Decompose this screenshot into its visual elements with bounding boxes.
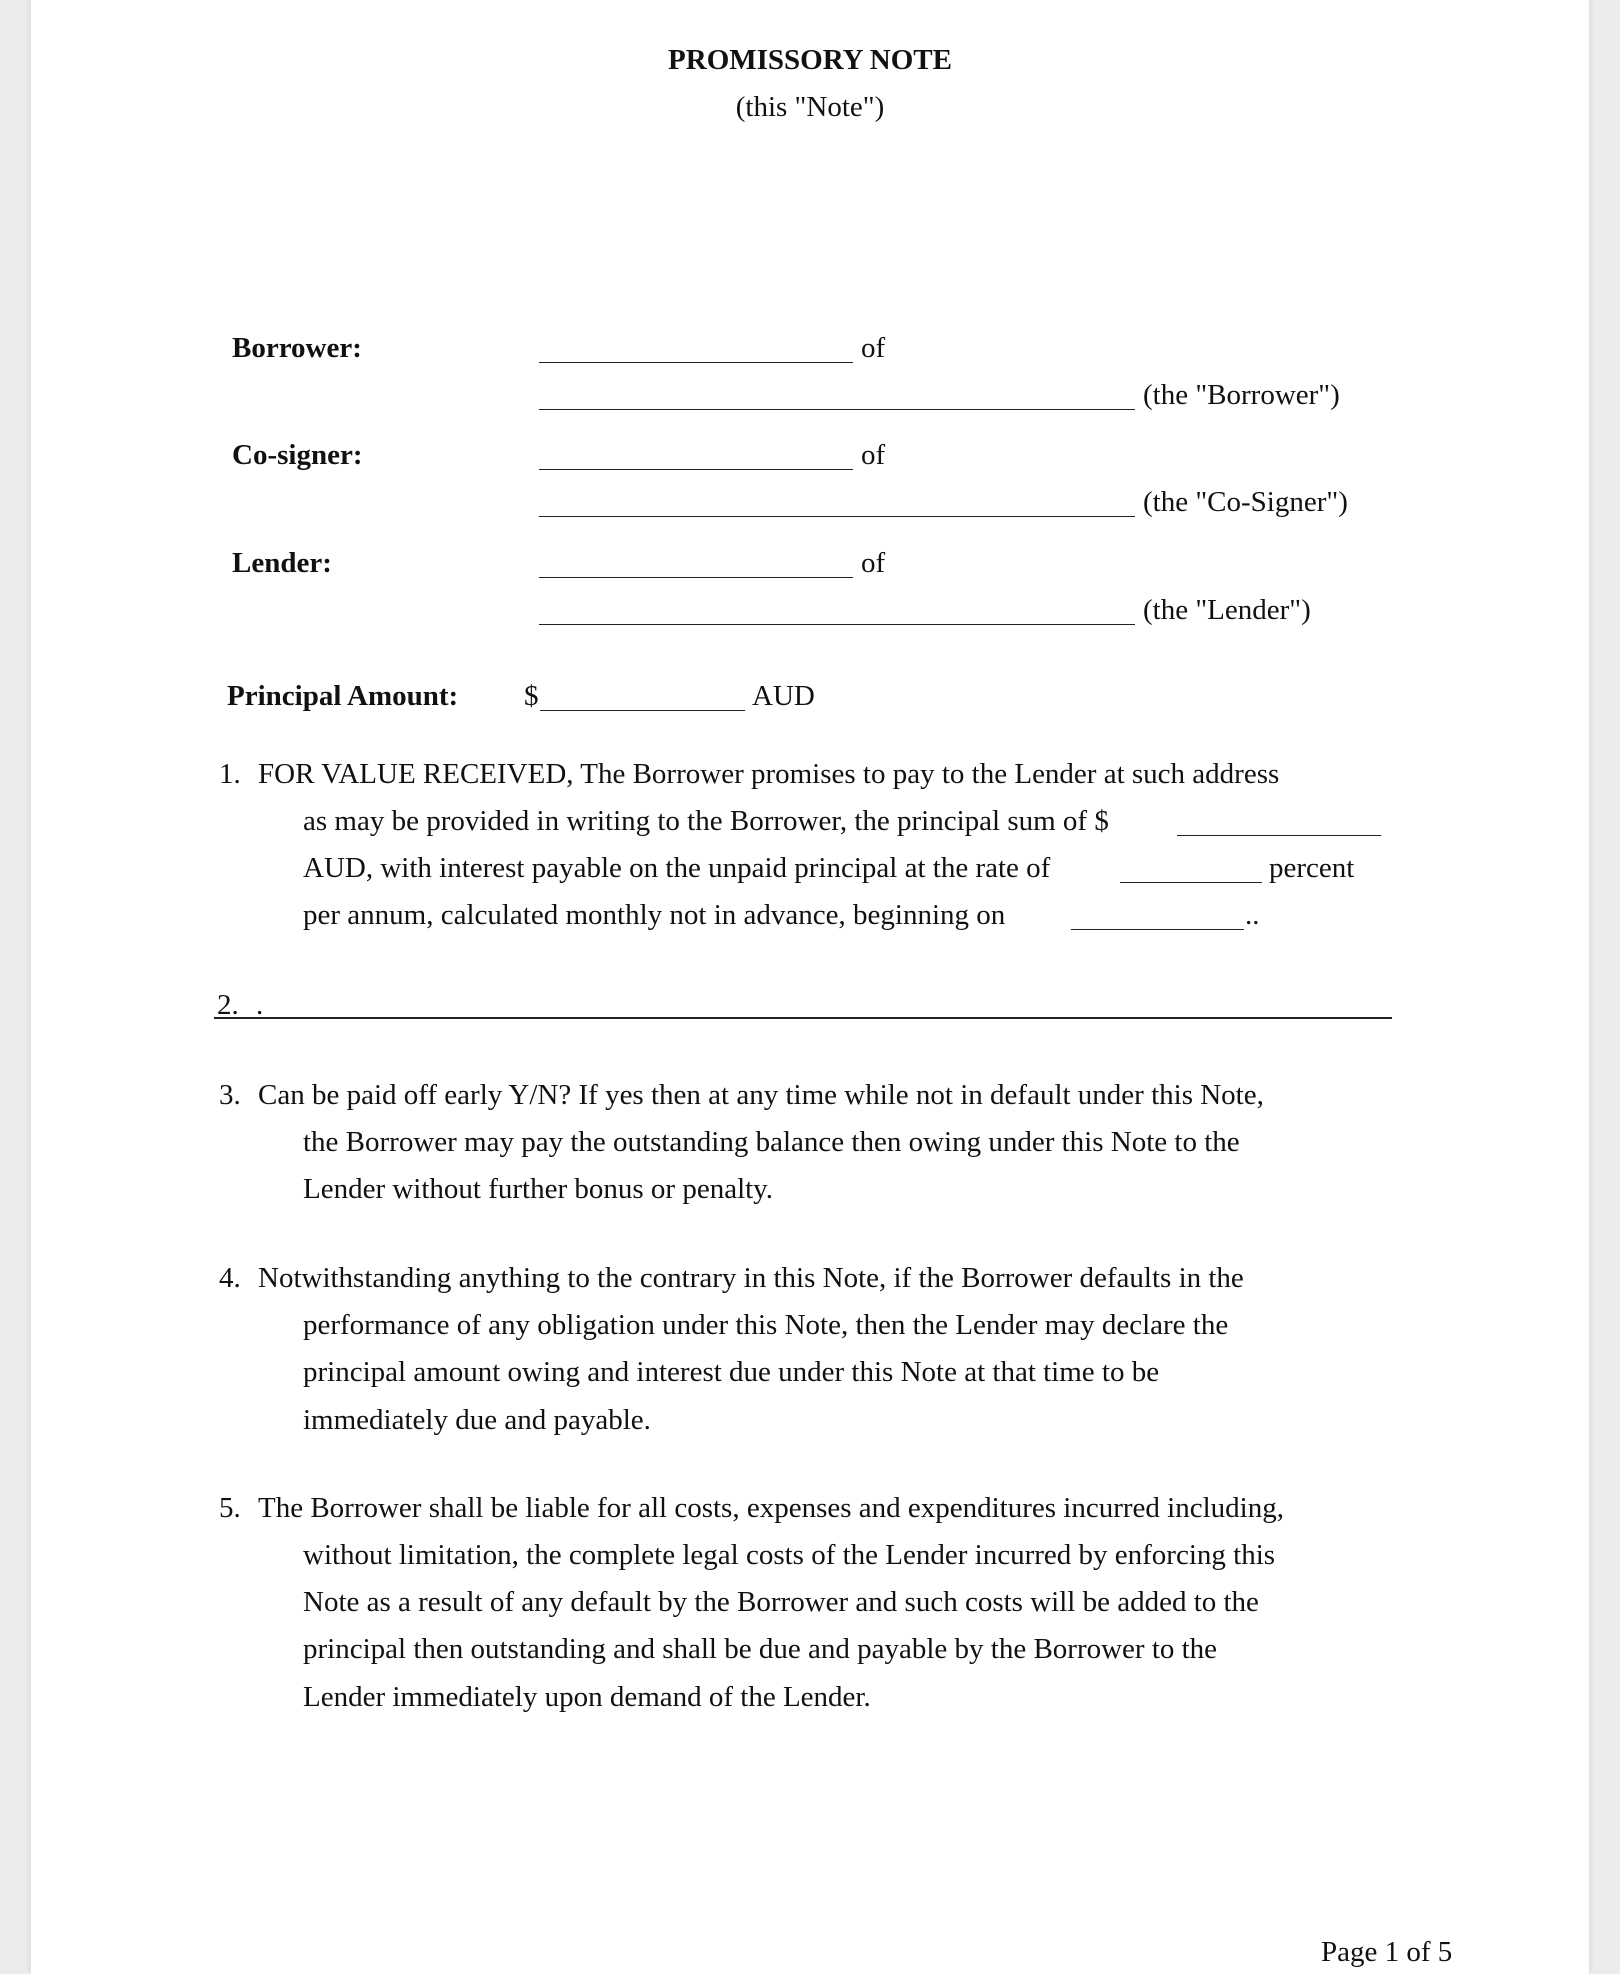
party-designation: (the "Borrower") <box>1143 379 1340 411</box>
clause-line: Notwithstanding anything to the contrary in this Note, if the Borrower defaults in the <box>258 1262 1244 1294</box>
party-designation: (the "Lender") <box>1143 594 1311 626</box>
address-blank[interactable] <box>539 383 1135 410</box>
clause-line: percent <box>1269 852 1355 884</box>
interest-rate-blank[interactable] <box>1120 856 1262 883</box>
clause-line: the Borrower may pay the outstanding balance then owing under this Note to the <box>303 1126 1240 1158</box>
clause-number: 2. <box>217 989 239 1021</box>
clause-line: principal amount owing and interest due under this Note at that time to be <box>303 1356 1160 1388</box>
document-subtitle: (this "Note") <box>735 91 885 123</box>
clause-line: per annum, calculated monthly not in advance, beginning on <box>303 899 1006 931</box>
clause-line: Note as a result of any default by the Borrower and such costs will be added to the <box>303 1586 1259 1618</box>
of-label: of <box>861 439 886 471</box>
document-page <box>31 0 1589 1974</box>
clause-2-blank-line[interactable] <box>214 1017 1392 1019</box>
party-label: Co-signer: <box>232 439 363 471</box>
clause-line: .. <box>1245 899 1260 931</box>
address-blank[interactable] <box>539 598 1135 625</box>
name-blank[interactable] <box>539 443 853 470</box>
currency-symbol: $ <box>524 680 539 712</box>
clause-number: 1. <box>219 758 241 790</box>
of-label: of <box>861 547 886 579</box>
clause-line: The Borrower shall be liable for all costs, expenses and expenditures incurred including, <box>258 1492 1284 1524</box>
clause-line: AUD, with interest payable on the unpaid principal at the rate of <box>303 852 1051 884</box>
clause-line: as may be provided in writing to the Borrower, the principal sum of $ <box>303 805 1109 837</box>
page-number: Page 1 of 5 <box>1321 1936 1453 1968</box>
clause-number: 5. <box>219 1492 241 1524</box>
clause-line: FOR VALUE RECEIVED, The Borrower promises to pay to the Lender at such address <box>258 758 1280 790</box>
clause-line: principal then outstanding and shall be due and payable by the Borrower to the <box>303 1633 1218 1665</box>
clause-text: . <box>256 989 264 1021</box>
address-blank[interactable] <box>539 490 1135 517</box>
clause-line: performance of any obligation under this Note, then the Lender may declare the <box>303 1309 1229 1341</box>
party-label: Borrower: <box>232 332 362 364</box>
clause-line: Lender without further bonus or penalty. <box>303 1173 774 1205</box>
clause-number: 3. <box>219 1079 241 1111</box>
clause-line: Can be paid off early Y/N? If yes then at any time while not in default under this Note, <box>258 1079 1264 1111</box>
start-date-blank[interactable] <box>1071 903 1244 930</box>
clause-line: Lender immediately upon demand of the Lender. <box>303 1681 871 1713</box>
principal-amount-blank[interactable] <box>540 684 745 711</box>
principal-sum-blank[interactable] <box>1177 809 1381 836</box>
party-label: Lender: <box>232 547 332 579</box>
name-blank[interactable] <box>539 336 853 363</box>
document-title: PROMISSORY NOTE <box>668 44 952 76</box>
clause-line: immediately due and payable. <box>303 1404 651 1436</box>
principal-label: Principal Amount: <box>227 680 459 712</box>
currency-label: AUD <box>752 680 815 712</box>
name-blank[interactable] <box>539 551 853 578</box>
clause-line: without limitation, the complete legal costs of the Lender incurred by enforcing this <box>303 1539 1276 1571</box>
clause-number: 4. <box>219 1262 241 1294</box>
of-label: of <box>861 332 886 364</box>
party-designation: (the "Co-Signer") <box>1143 486 1348 518</box>
